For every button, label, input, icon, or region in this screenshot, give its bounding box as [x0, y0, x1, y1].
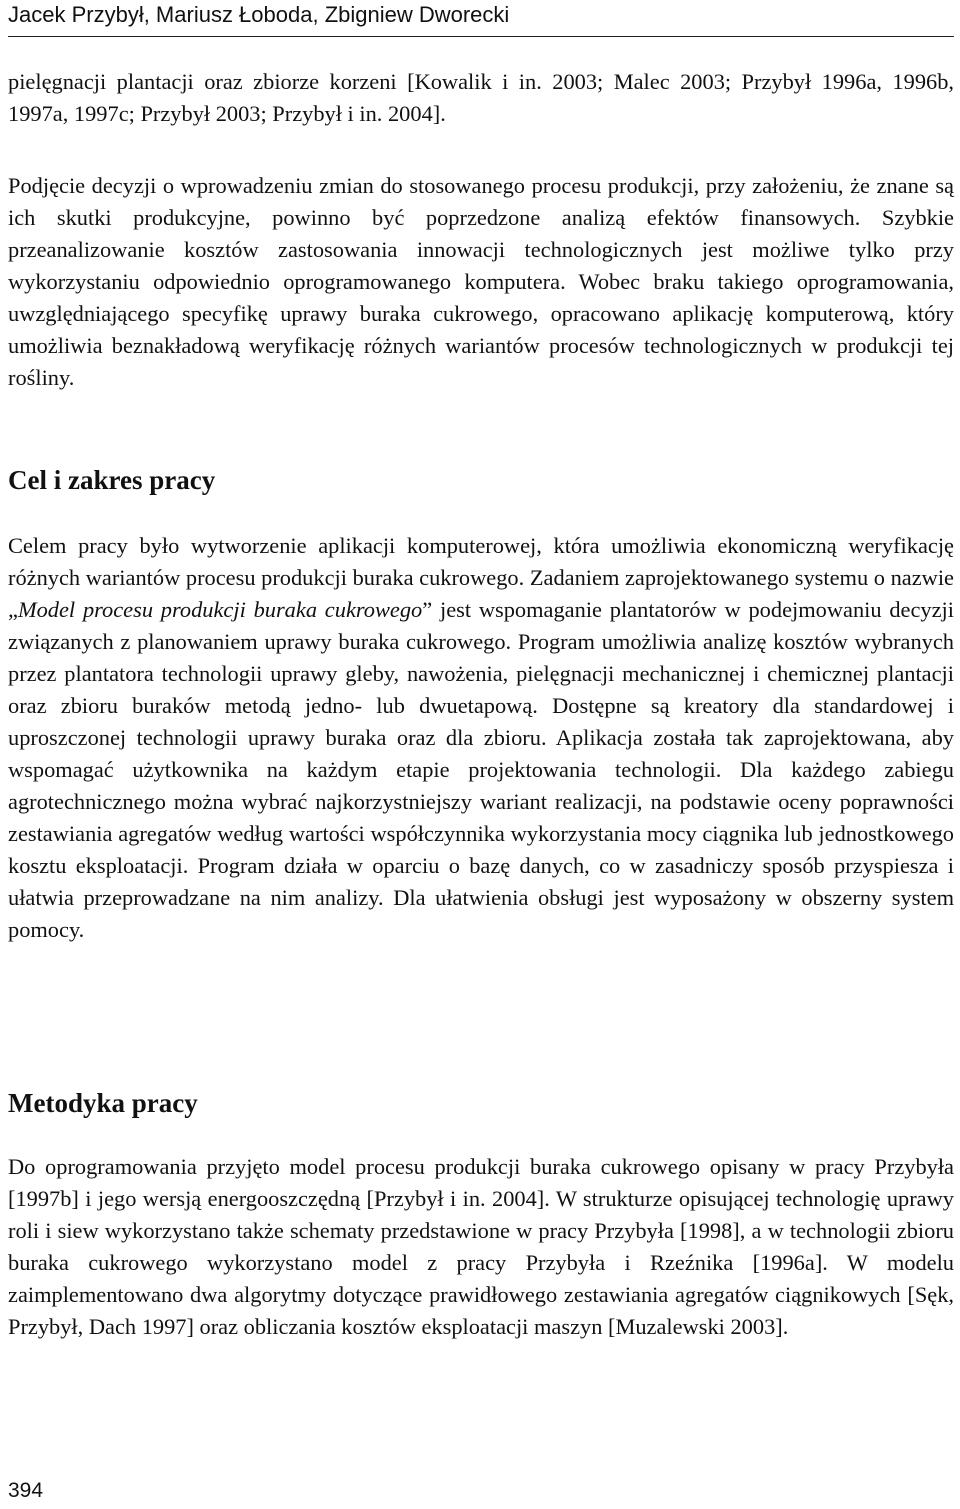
paragraph-aim [8, 530, 954, 946]
system-name-italic: Model procesu produkcji buraka cukrowego [17, 597, 423, 622]
paragraph-continuation: pielęgnacji plantacji oraz zbiorze korzeni [Kowalik i in. 2003; Malec 2003; Przybył 1996a, 1996b, 1997a, 1997c; Przybył 2003; Przybył i in. 2004]. [8, 69, 954, 126]
section-heading-aim: Cel i zakres pracy [8, 465, 216, 495]
paragraph-aim-part2: ” jest wspomaganie plantatorów w podejmowaniu decyzji związanych z planowaniem uprawy buraka cukrowego. Program umożliwia analizę kosztów wybranych przez plantatora technologii uprawy gleby, nawożenia, pielęgnacji mechanicznej i chemicznej plantacji oraz zbioru buraków metodą jedno- lub dwuetapową. Dostępne są kreatory dla standardowej i uproszczonej technologii uprawy buraka oraz dla zbioru. Aplikacja została tak zaprojektowana, aby wspomagać użytkownika na każdym etapie projektowania technologii. Dla każdego zabiegu agrotechnicznego można wybrać najkorzystniejszy wariant realizacji, na podstawie oceny poprawności zestawiania agregatów według wartości współczynnika wykorzystania mocy ciągnika lub jednostkowego kosztu eksploatacji. Program działa w oparciu o bazę danych, co w zasadniczy sposób przyspiesza i ułatwia przeprowadzane na nim analizy. Dla ułatwienia obsługi jest wyposażony w obszerny system pomocy. [8, 597, 954, 942]
paragraph-methodology: Do oprogramowania przyjęto model procesu produkcji buraka cukrowego opisany w pracy Przybyła [1997b] i jego wersją energooszczędną [Przybył i in. 2004]. W strukturze opisującej technologię uprawy roli i siew wykorzystano także schematy przedstawione w pracy Przybyła [1998], a w technologii zbioru buraka cukrowego wykorzystano model z pracy Przybyła i Rzeźnika [1996a]. W modelu zaimplementowano dwa algorytmy dotyczące prawidłowego zestawiania agregatów ciągnikowych [Sęk, Przybył, Dach 1997] oraz obliczania kosztów eksploatacji maszyn [Muzalewski 2003]. [8, 1154, 954, 1339]
paragraph-introduction: Podjęcie decyzji o wprowadzeniu zmian do stosowanego procesu produkcji, przy założeniu, że znane są ich skutki produkcyjne, powinno być poprzedzone analizą efektów finansowych. Szybkie przeanalizowanie kosztów zastosowania innowacji technologicznych jest możliwe tylko przy wykorzystaniu odpowiednio oprogramowanego komputera. Wobec braku takiego oprogramowania, uwzględniającego specyfikę uprawy buraka cukrowego, opracowano aplikację komputerową, który umożliwia beznakładową weryfikację różnych wariantów procesów technologicznych w produkcji tej rośliny. [8, 173, 954, 390]
running-header [8, 0, 954, 37]
page-number: 394 [8, 1479, 44, 1502]
paragraph-aim-part1: Celem pracy było wytworzenie aplikacji komputerowej, która umożliwia ekonomiczną weryfikację różnych wariantów procesu produkcji buraka cukrowego. Zadaniem zaprojektowanego systemu o nazwie „ [8, 533, 954, 622]
section-heading-methodology: Metodyka pracy [8, 1088, 198, 1118]
header-authors: Jacek Przybył, Mariusz Łoboda, Zbigniew Dworecki [8, 2, 510, 27]
